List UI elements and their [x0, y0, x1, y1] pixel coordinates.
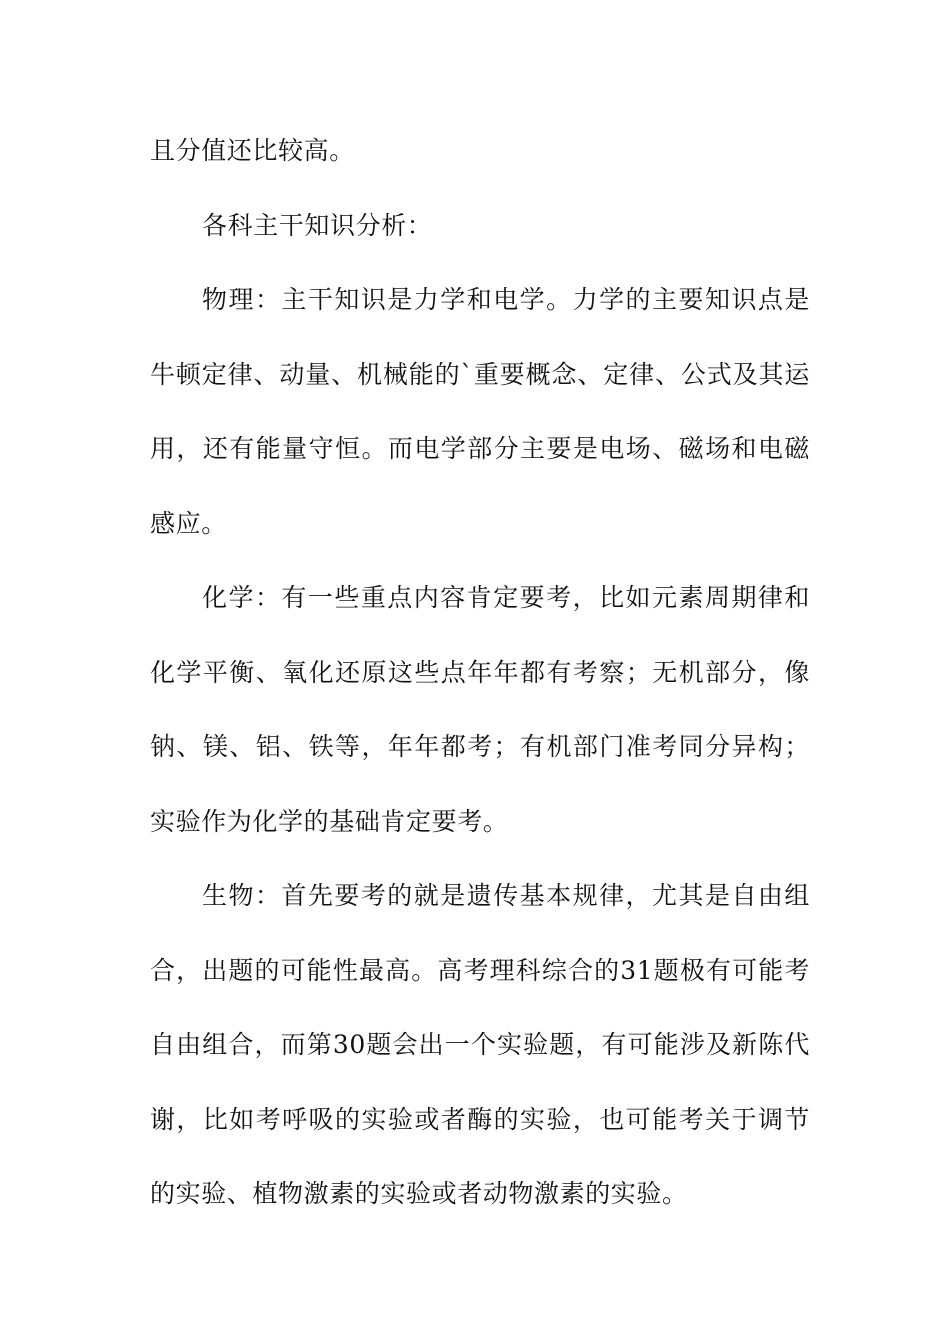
paragraph-physics: 物理：主干知识是力学和电学。力学的主要知识点是牛顿定律、动量、机械能的`重要概念、定律、公式及其运用，还有能量守恒。而电学部分主要是电场、磁场和电磁感应。	[150, 285, 810, 538]
paragraph-chemistry: 化学：有一些重点内容肯定要考，比如元素周期律和化学平衡、氧化还原这些点年年都有考察；无机部分，像钠、镁、铝、铁等，年年都考；有机部门准考同分异构；实验作为化学的基础肯定要考。	[150, 583, 810, 836]
document-body	[150, 114, 810, 1232]
paragraph-biology: 生物：首先要考的就是遗传基本规律，尤其是自由组合，出题的可能性最高。高考理科综合的31题极有可能考自由组合，而第30题会出一个实验题，有可能涉及新陈代谢，比如考呼吸的实验或者酶的实验，也可能考关于调节的实验、植物激素的实验或者动物激素的实验。	[150, 881, 810, 1208]
paragraph-continuation: 且分值还比较高。	[150, 136, 355, 165]
paragraph-section-heading: 各科主干知识分析：	[202, 210, 433, 240]
